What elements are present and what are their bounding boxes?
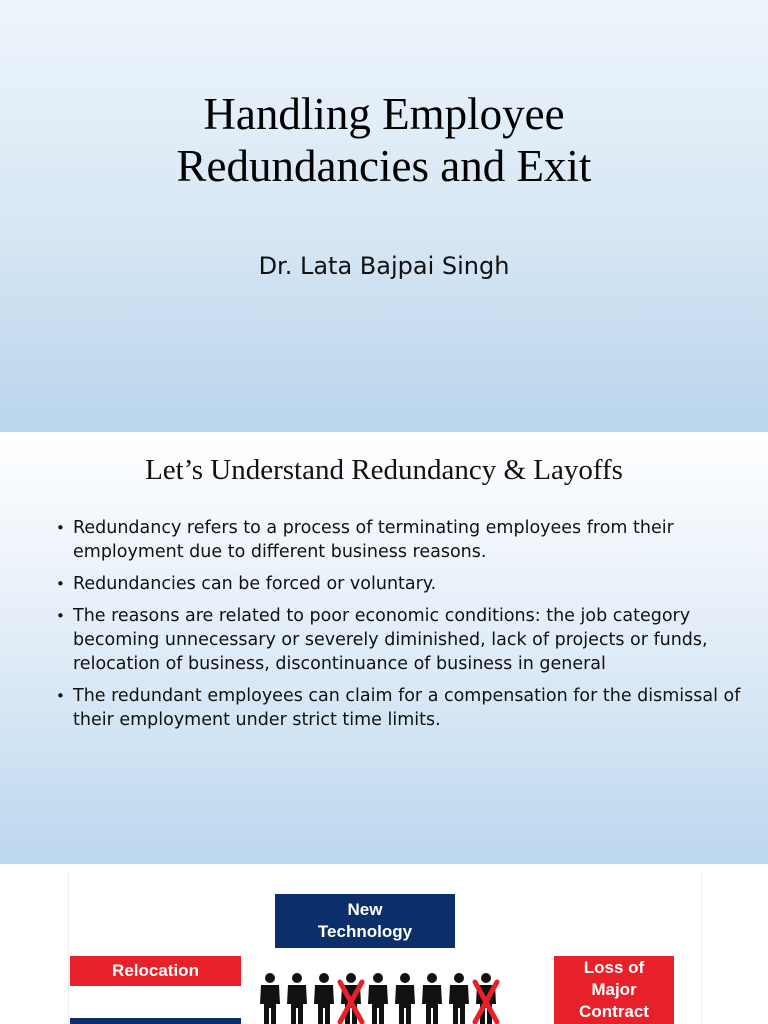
new-technology-line-2: Technology (317, 922, 413, 941)
loss-line-1: Loss of (583, 958, 645, 977)
bullet-text: Redundancy refers to a process of terminating employees from their employment due to different business reasons. (73, 518, 674, 562)
redundancy-causes-graphic (68, 872, 702, 1024)
title-line-2: Redundancies and Exit (176, 141, 592, 191)
graphic-slide (0, 864, 768, 1024)
content-slide (0, 432, 768, 864)
title-line-1: Handling Employee (203, 89, 565, 139)
navy-bar (70, 1018, 241, 1024)
bullet-item (56, 572, 746, 596)
new-technology-line-1: New (347, 900, 383, 919)
person-icon (449, 973, 469, 1024)
title-slide (0, 0, 768, 432)
bullet-dot: • (56, 607, 65, 625)
loss-of-major-contract-box (554, 956, 674, 1024)
bullet-list (56, 516, 746, 740)
person-icon (395, 973, 415, 1024)
person-icon (475, 973, 497, 1024)
bullet-text: The redundant employees can claim for a compensation for the dismissal of their employment under strict time limits. (73, 686, 741, 730)
loss-line-3: Contract (579, 1002, 649, 1021)
bullet-item (56, 684, 746, 732)
bullet-item (56, 604, 746, 676)
bullet-dot: • (56, 687, 65, 705)
bullet-dot: • (56, 575, 65, 593)
new-technology-box (275, 894, 455, 948)
bullet-item (56, 516, 746, 564)
bullet-dot: • (56, 519, 65, 537)
workforce-people-icons (257, 972, 507, 1024)
person-icon (260, 973, 280, 1024)
person-icon (340, 973, 362, 1024)
person-icon (314, 973, 334, 1024)
presentation-title (0, 88, 768, 192)
bullet-text: The reasons are related to poor economic conditions: the job category becoming unnecessary or severely diminished, lack of projects or funds, relocation of business, discontinuance of business in general (73, 606, 708, 674)
author-name: Dr. Lata Bajpai Singh (258, 252, 510, 280)
relocation-box: Relocation (70, 956, 241, 986)
loss-line-2: Major (591, 980, 637, 999)
person-icon (422, 973, 442, 1024)
person-icon (287, 973, 307, 1024)
bullet-text: Redundancies can be forced or voluntary. (73, 574, 437, 594)
slide-title: Let’s Understand Redundancy & Layoffs (145, 454, 623, 486)
person-icon (368, 973, 388, 1024)
